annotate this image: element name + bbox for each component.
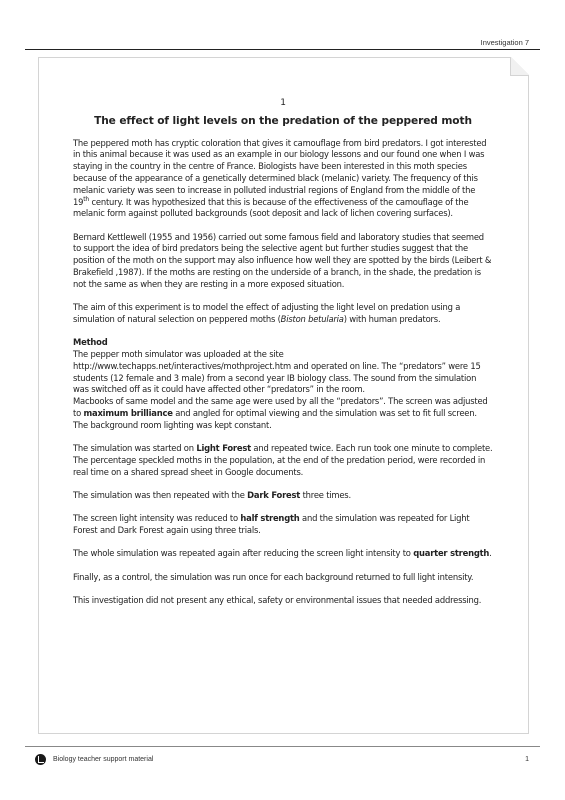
method-paragraph-quarter-strength: The whole simulation was repeated again after reducing the screen light intensity to quarter strength. — [73, 548, 492, 559]
method-paragraph-light-forest: The simulation was started on Light Forest and repeated twice. Each run took one minute to complete. — [73, 443, 493, 454]
method-paragraph-ethics: This investigation did not present any ethical, safety or environmental issues that needed addressing. — [73, 595, 482, 605]
document-title: The effect of light levels on the predation of the peppered moth — [94, 114, 472, 127]
aim-paragraph: The aim of this experiment is to model the effect of adjusting the light level on predation using a simulation of natural selection on peppered moths (Biston betularia) with human predators. — [73, 302, 461, 324]
method-paragraph-equipment: Macbooks of same model and the same age were used by all the “predators”. The screen was adjusted to maximum brilliance and angled for optimal viewing and the simulation was set to fit full screen. The background room lighting was kept constant. — [73, 396, 488, 430]
footer-label: Biology teacher support material — [53, 756, 154, 763]
page-fold-corner — [510, 57, 529, 76]
background-paragraph: Bernard Kettlewell (1955 and 1956) carried out some famous field and laboratory studies that seemed to support the idea of bird predators being the selective agent but further studies suggest that the position of the moth on the support may also influence how well they are spotted by the birds (Leibert & Brakefield ,1987). If the moths are resting on the underside of a branch, in the shade, the predation is not the same as when they are resting in a more exposed situation. — [73, 231, 492, 289]
document-page — [38, 57, 529, 734]
header-divider — [25, 49, 540, 50]
method-paragraph-half-strength: The screen light intensity was reduced to half strength and the simulation was repeated for Light Forest and Dark Forest again using three trials. — [73, 513, 470, 536]
footer-divider — [25, 746, 540, 747]
method-paragraph-simulator: The pepper moth simulator was uploaded at the site http://www.techapps.net/interactives/mothproject.htm and operated on line. The “predators” were 15 students (12 female and 3 male) from a second year IB biology class. The sound from the simulation was switched off as it could have affected other “predators” in the room. — [73, 349, 481, 395]
method-heading: Method — [73, 337, 108, 348]
method-paragraph-control: Finally, as a control, the simulation was run once for each background returned to full light intensity. — [73, 571, 474, 582]
method-paragraph-dark-forest: The simulation was then repeated with the Dark Forest three times. — [73, 490, 351, 501]
header-label: Investigation 7 — [480, 38, 529, 47]
intro-paragraph: The peppered moth has cryptic coloration that gives it camouflage from bird predators. I got interested in this animal because it was used as an example in our biology lessons and our found one when I was staying in the country in the centre of France. Biologists have been interested in this moth species because of the appearance of a genetically determined black (melanic) variety. The frequency of this melanic variety was seen to increase in polluted industrial regions of England from the middle of the 19th century. It was hypothesized that this is because of the effectiveness of the camouflage of the melanic form against polluted backgrounds (soot deposit and lack of lichen covering surfaces). — [73, 137, 487, 219]
footer-page-number: 1 — [525, 756, 529, 763]
method-paragraph-recording: The percentage speckled moths in the population, at the end of the predation period, were recorded in real time on a shared spread sheet in Google documents. — [73, 454, 486, 477]
ib-logo-icon — [35, 754, 46, 765]
document-page-number: 1 — [280, 98, 286, 108]
document-content — [73, 98, 493, 618]
